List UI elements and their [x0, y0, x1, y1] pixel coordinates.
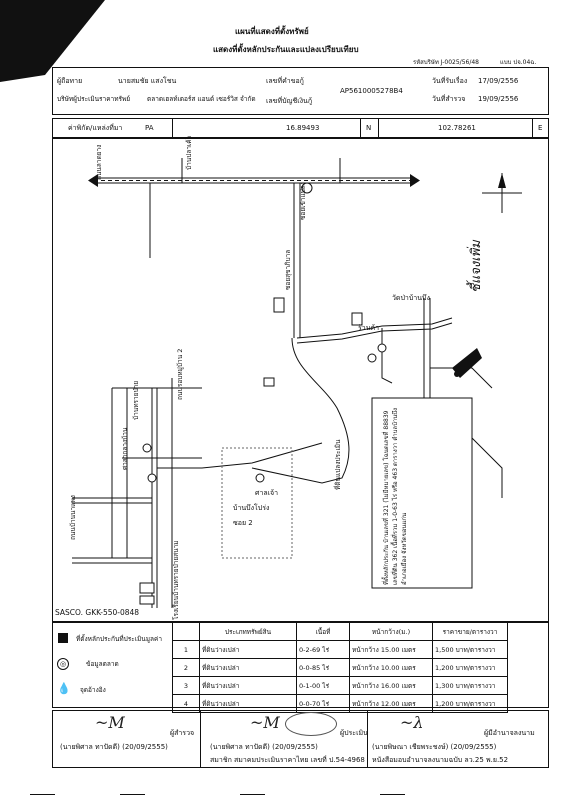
map-label-right-0: ร้านค้า [358, 324, 380, 332]
owner-label: ผู้ถือทาย [57, 77, 83, 85]
row-type: ที่ดินว่างเปล่า [200, 641, 297, 659]
account-label: เลขที่บัญชีเงินกู้ [266, 97, 313, 105]
row-number: 1 [173, 641, 200, 659]
approver-role: ผู้มีอำนาจลงนาม [484, 729, 535, 737]
row-area: 0-0-70 ไร่ [297, 695, 350, 713]
map-subject-label: ที่ดินแปลงประเมิน [334, 439, 342, 490]
reference-legend-icon: 💧 [57, 682, 71, 695]
map-label-left-0: บ้านทรายป่าย [132, 380, 140, 420]
survey-date-label: วันที่รับเรื่อง [432, 77, 468, 85]
easting-value: 102.78261 [438, 124, 476, 132]
row-type: ที่ดินว่างเปล่า [200, 695, 297, 713]
comparable-legend-label: ข้อมูลตลาด [86, 660, 119, 668]
report-date-value: 19/09/2556 [478, 95, 519, 103]
approver-note: หนังสือมอบอำนาจลงนามฉบับ ลว.25 พ.ย.52 [372, 756, 509, 764]
table-row [173, 659, 508, 677]
approver-signature: ~λ [400, 713, 424, 732]
row-area: 0-0-85 ไร่ [297, 659, 350, 677]
info-box [52, 67, 549, 115]
row-number: 3 [173, 677, 200, 695]
row-frontage: หน้ากว้าง 10.00 เมตร [350, 659, 433, 677]
coords-source: PA [145, 124, 154, 132]
approver-name: (นายพิษณา เชียพระชงษ์) (20/09/2555) [372, 743, 497, 751]
row-number: 4 [173, 695, 200, 713]
n-label: N [366, 124, 372, 132]
map-label-sign-top: บ้านปลาเค้า [185, 135, 193, 170]
row-number: 2 [173, 659, 200, 677]
row-area: 0-1-00 ไร่ [297, 677, 350, 695]
map-label-right-2: ถนนบ้านนาแพง [69, 495, 77, 540]
comparable-legend-icon: ◎ [57, 658, 69, 670]
company-value: ตลาดเฮลท์เตอร์ส แอนด์ เซอร์วิส จำกัด [147, 95, 256, 103]
row-price: 1,200 บาท/ตารางวา [433, 659, 508, 677]
row-price: 1,300 บาท/ตารางวา [433, 677, 508, 695]
map-label-left-2: ศาลากลางบ้าน [121, 427, 129, 470]
reference-legend-label: จุดอ้างอิง [80, 686, 106, 694]
coords-label: ค่าพิกัด/แหล่งที่มา [68, 124, 123, 132]
header-price: ราคาขาย/ตารางวา [433, 623, 508, 641]
comparables-table [172, 622, 508, 713]
table-row [173, 641, 508, 659]
map-label-center-1: บ้านบึงโปร่ง [233, 504, 270, 512]
report-date-label: วันที่สำรวจ [432, 95, 466, 103]
table-row [173, 677, 508, 695]
subject-legend-icon [58, 633, 68, 643]
e-label: E [538, 124, 543, 132]
row-frontage: หน้ากว้าง 15.00 เมตร [350, 641, 433, 659]
appraiser-name: (นายพิศาล ทาปัดดี) (20/09/2555) [210, 743, 318, 751]
subject-legend-label: ที่ตั้งหลักประกันที่ประเมินมูลค่า [76, 635, 162, 643]
map-label-road-top: ถนนลาดยาง [95, 144, 103, 180]
member-line: สมาชิก สมาคมประเมินราคาไทย เลขที่ ป.54-4968 [210, 756, 365, 764]
row-type: ที่ดินว่างเปล่า [200, 677, 297, 695]
handwritten-note: ชี้แจงเพิ่ม [469, 240, 484, 293]
northing-value: 16.89493 [286, 124, 320, 132]
form-number: แบบ ปจ.04ฉ. [500, 59, 537, 66]
page-subtitle: แสดงที่ตั้งหลักประกันและแปลงเปรียบเทียบ [213, 45, 359, 54]
survey-date-value: 17/09/2556 [478, 77, 519, 85]
application-label: เลขที่คำขอกู้ [266, 77, 304, 85]
map-label-center-2: ซอย 2 [233, 519, 253, 527]
surveyor-signature: ~M [95, 713, 125, 732]
header-frontage: หน้ากว้าง(ม.) [350, 623, 433, 641]
map-label-right-1: วัดป่าบ้านบึง [392, 294, 430, 302]
row-type: ที่ดินว่างเปล่า [200, 659, 297, 677]
page-title: แผนที่แสดงที่ตั้งทรัพย์ [235, 27, 309, 36]
header-type: ประเภททรัพย์สิน [200, 623, 297, 641]
sasco-reference: SASCO. GKK-550-0848 [55, 608, 140, 617]
map-label-center-3: ศาลเจ้า [255, 489, 279, 497]
owner-value: นายสมชัย แสงโชน [118, 77, 177, 85]
application-value: AP5610005278B4 [340, 87, 403, 95]
map-label-center-0: ซอยสุขาภิบาล [284, 249, 292, 290]
table-header-row [173, 623, 508, 641]
header-area: เนื้อที่ [297, 623, 350, 641]
appraiser-stamp [285, 712, 337, 736]
map-label-curve-road: ถนนรอบหมู่บ้าน 2 [176, 348, 184, 400]
row-frontage: หน้ากว้าง 16.00 เมตร [350, 677, 433, 695]
surveyor-name: (นายพิศาล ทาปัดดี) (20/09/2555) [60, 743, 168, 751]
appraiser-role: ผู้ประเมิน [340, 729, 368, 737]
report-number: รหัสบริษัท J-0025/56/48 [413, 59, 479, 66]
map-label-left-1: โรงเรียนบ้านทรายป่ายสนาม [172, 540, 180, 620]
company-label: บริษัทผู้ประเมินราคาทรัพย์ [57, 95, 131, 103]
map-label-kuk-lane: ซอยเข้าแปลง [299, 182, 307, 220]
property-description: ที่ตั้งหลักประกัน บ้านเลขที่ 321 (ไม่มีหมายเลข) โฉนดเลขที่ 88839 เลขที่ดิน 362 เนื้อที่รวม 1-0-63 ไร่ หรือ 463 ตารางวา ตำบลบ้านบึง อำเภอเมือง จังหวัดขอนแก่น [383, 407, 408, 585]
surveyor-role: ผู้สำรวจ [170, 729, 195, 737]
appraiser-signature: ~M [250, 713, 280, 732]
row-price: 1,500 บาท/ตารางวา [433, 641, 508, 659]
row-price: 1,200 บาท/ตารางวา [433, 695, 508, 713]
row-frontage: หน้ากว้าง 12.00 เมตร [350, 695, 433, 713]
row-area: 0-2-69 ไร่ [297, 641, 350, 659]
